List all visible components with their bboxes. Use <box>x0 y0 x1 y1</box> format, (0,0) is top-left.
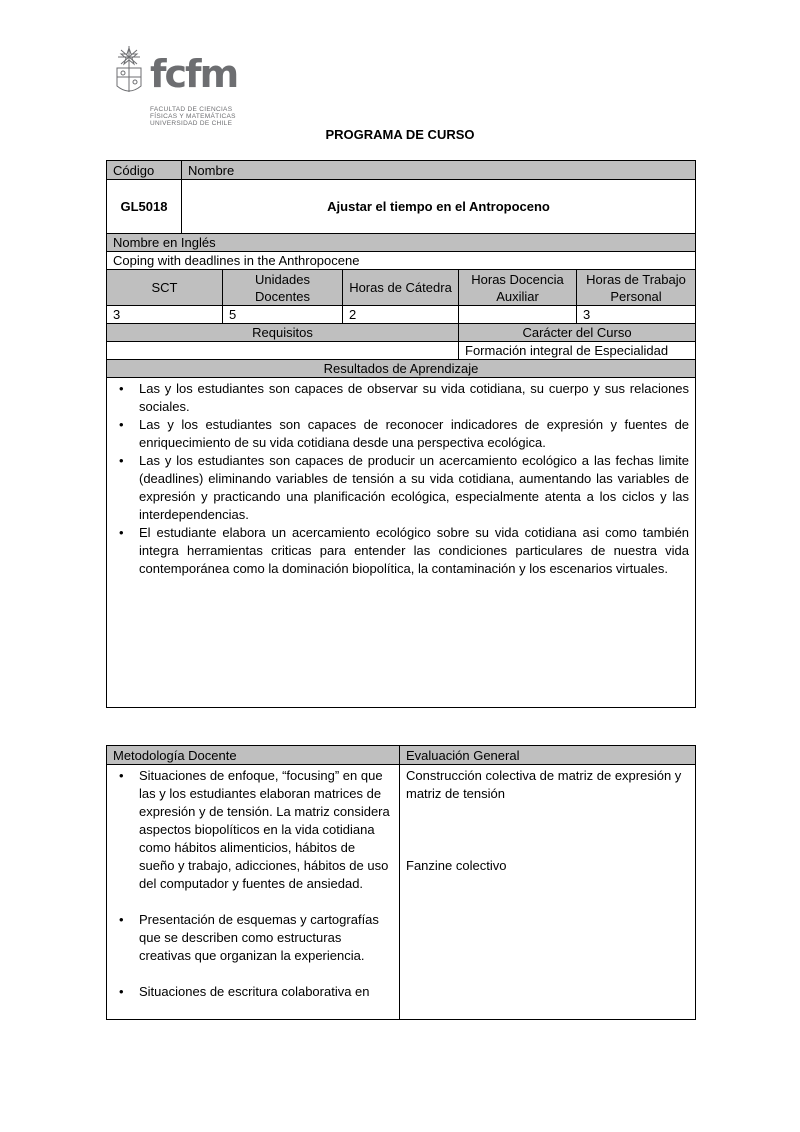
bullet-icon: • <box>119 768 124 783</box>
teaching-units-header: Unidades Docentes <box>223 270 343 306</box>
bullet-icon: • <box>119 453 124 468</box>
logo-wordmark: fcfm <box>150 52 238 96</box>
page-title: PROGRAMA DE CURSO <box>325 127 475 142</box>
learning-outcomes-cell <box>107 378 696 708</box>
logo-subtitle: FACULTAD DE CIENCIAS FÍSICAS Y MATEMÁTICAS UNIVERSIDAD DE CHILE <box>150 106 236 127</box>
course-code: GL5018 <box>107 180 182 234</box>
personal-work-hours-header: Horas de Trabajo Personal <box>577 270 696 306</box>
character-label: Carácter del Curso <box>459 324 696 342</box>
personal-work-hours-value: 3 <box>577 306 696 324</box>
lecture-hours-value: 2 <box>343 306 459 324</box>
methodology-label: Metodología Docente <box>107 746 400 765</box>
bullet-icon: • <box>119 984 124 999</box>
list-item: • Las y los estudiantes son capaces de producir un acercamiento ecológico a las fechas limite (deadlines) eliminando variables de tensión a su vida cotidiana, aumentando las variables de expresión y practicando una planificación ecológica, especialmente atenta a los ciclos y las interdependencias. <box>119 453 690 522</box>
name-label: Nombre <box>182 161 696 180</box>
code-label: Código <box>107 161 182 180</box>
learning-outcomes-list <box>113 380 689 578</box>
bullet-icon: • <box>119 912 124 927</box>
english-name: Coping with deadlines in the Anthropocene <box>107 252 696 270</box>
list-item: • Las y los estudiantes son capaces de observar su vida cotidiana, su cuerpo y sus relaciones sociales. <box>119 381 690 414</box>
bullet-icon: • <box>119 417 124 432</box>
english-name-label: Nombre en Inglés <box>107 234 696 252</box>
list-item: • Situaciones de escritura colaborativa en <box>119 984 370 999</box>
evaluation-item: Construcción colectiva de matriz de expresión y matriz de tensión <box>406 768 682 801</box>
auxiliary-hours-header: Horas Docencia Auxiliar <box>459 270 577 306</box>
lecture-hours-header: Horas de Cátedra <box>343 270 459 306</box>
list-item: • Las y los estudiantes son capaces de reconocer indicadores de expresión y fuentes de enriquecimiento de su vida cotidiana desde una perspectiva ecológica. <box>119 417 690 450</box>
learning-outcomes-label: Resultados de Aprendizaje <box>107 360 696 378</box>
course-table <box>106 160 696 708</box>
bullet-icon: • <box>119 525 124 540</box>
requisites-label: Requisitos <box>107 324 459 342</box>
methodology-list <box>113 767 393 1001</box>
sct-header: SCT <box>107 270 223 306</box>
course-name: Ajustar el tiempo en el Antropoceno <box>182 180 696 234</box>
evaluation-cell <box>400 765 696 1020</box>
auxiliary-hours-value <box>459 306 577 324</box>
list-item: • Presentación de esquemas y cartografías que se describen como estructuras creativas que organizan la experiencia. <box>119 912 379 963</box>
sct-value: 3 <box>107 306 223 324</box>
evaluation-item: Fanzine colectivo <box>406 858 507 873</box>
university-crest-icon <box>112 46 146 98</box>
methodology-cell <box>107 765 400 1020</box>
list-item: • Situaciones de enfoque, “focusing” en que las y los estudiantes elaboran matrices de expresión y de tensión. La matriz considera aspectos biopolíticos en la vida cotidiana como hábitos alimenticios, hábitos de sueño y trabajo, adicciones, hábitos de uso del computador y fuentes de ansiedad. <box>119 768 390 891</box>
bullet-icon: • <box>119 381 124 396</box>
requisites-value <box>107 342 459 360</box>
evaluation-label: Evaluación General <box>400 746 696 765</box>
character-value: Formación integral de Especialidad <box>459 342 696 360</box>
list-item: • El estudiante elabora un acercamiento ecológico sobre su vida cotidiana asi como también integra herramientas criticas para entender las condiciones particulares de nuestra vida contemporánea como la dominación biopolítica, la contaminación y los escenarios virtuales. <box>119 525 690 576</box>
teaching-units-value: 5 <box>223 306 343 324</box>
fcfm-logo <box>112 46 242 130</box>
methodology-table <box>106 745 696 1020</box>
